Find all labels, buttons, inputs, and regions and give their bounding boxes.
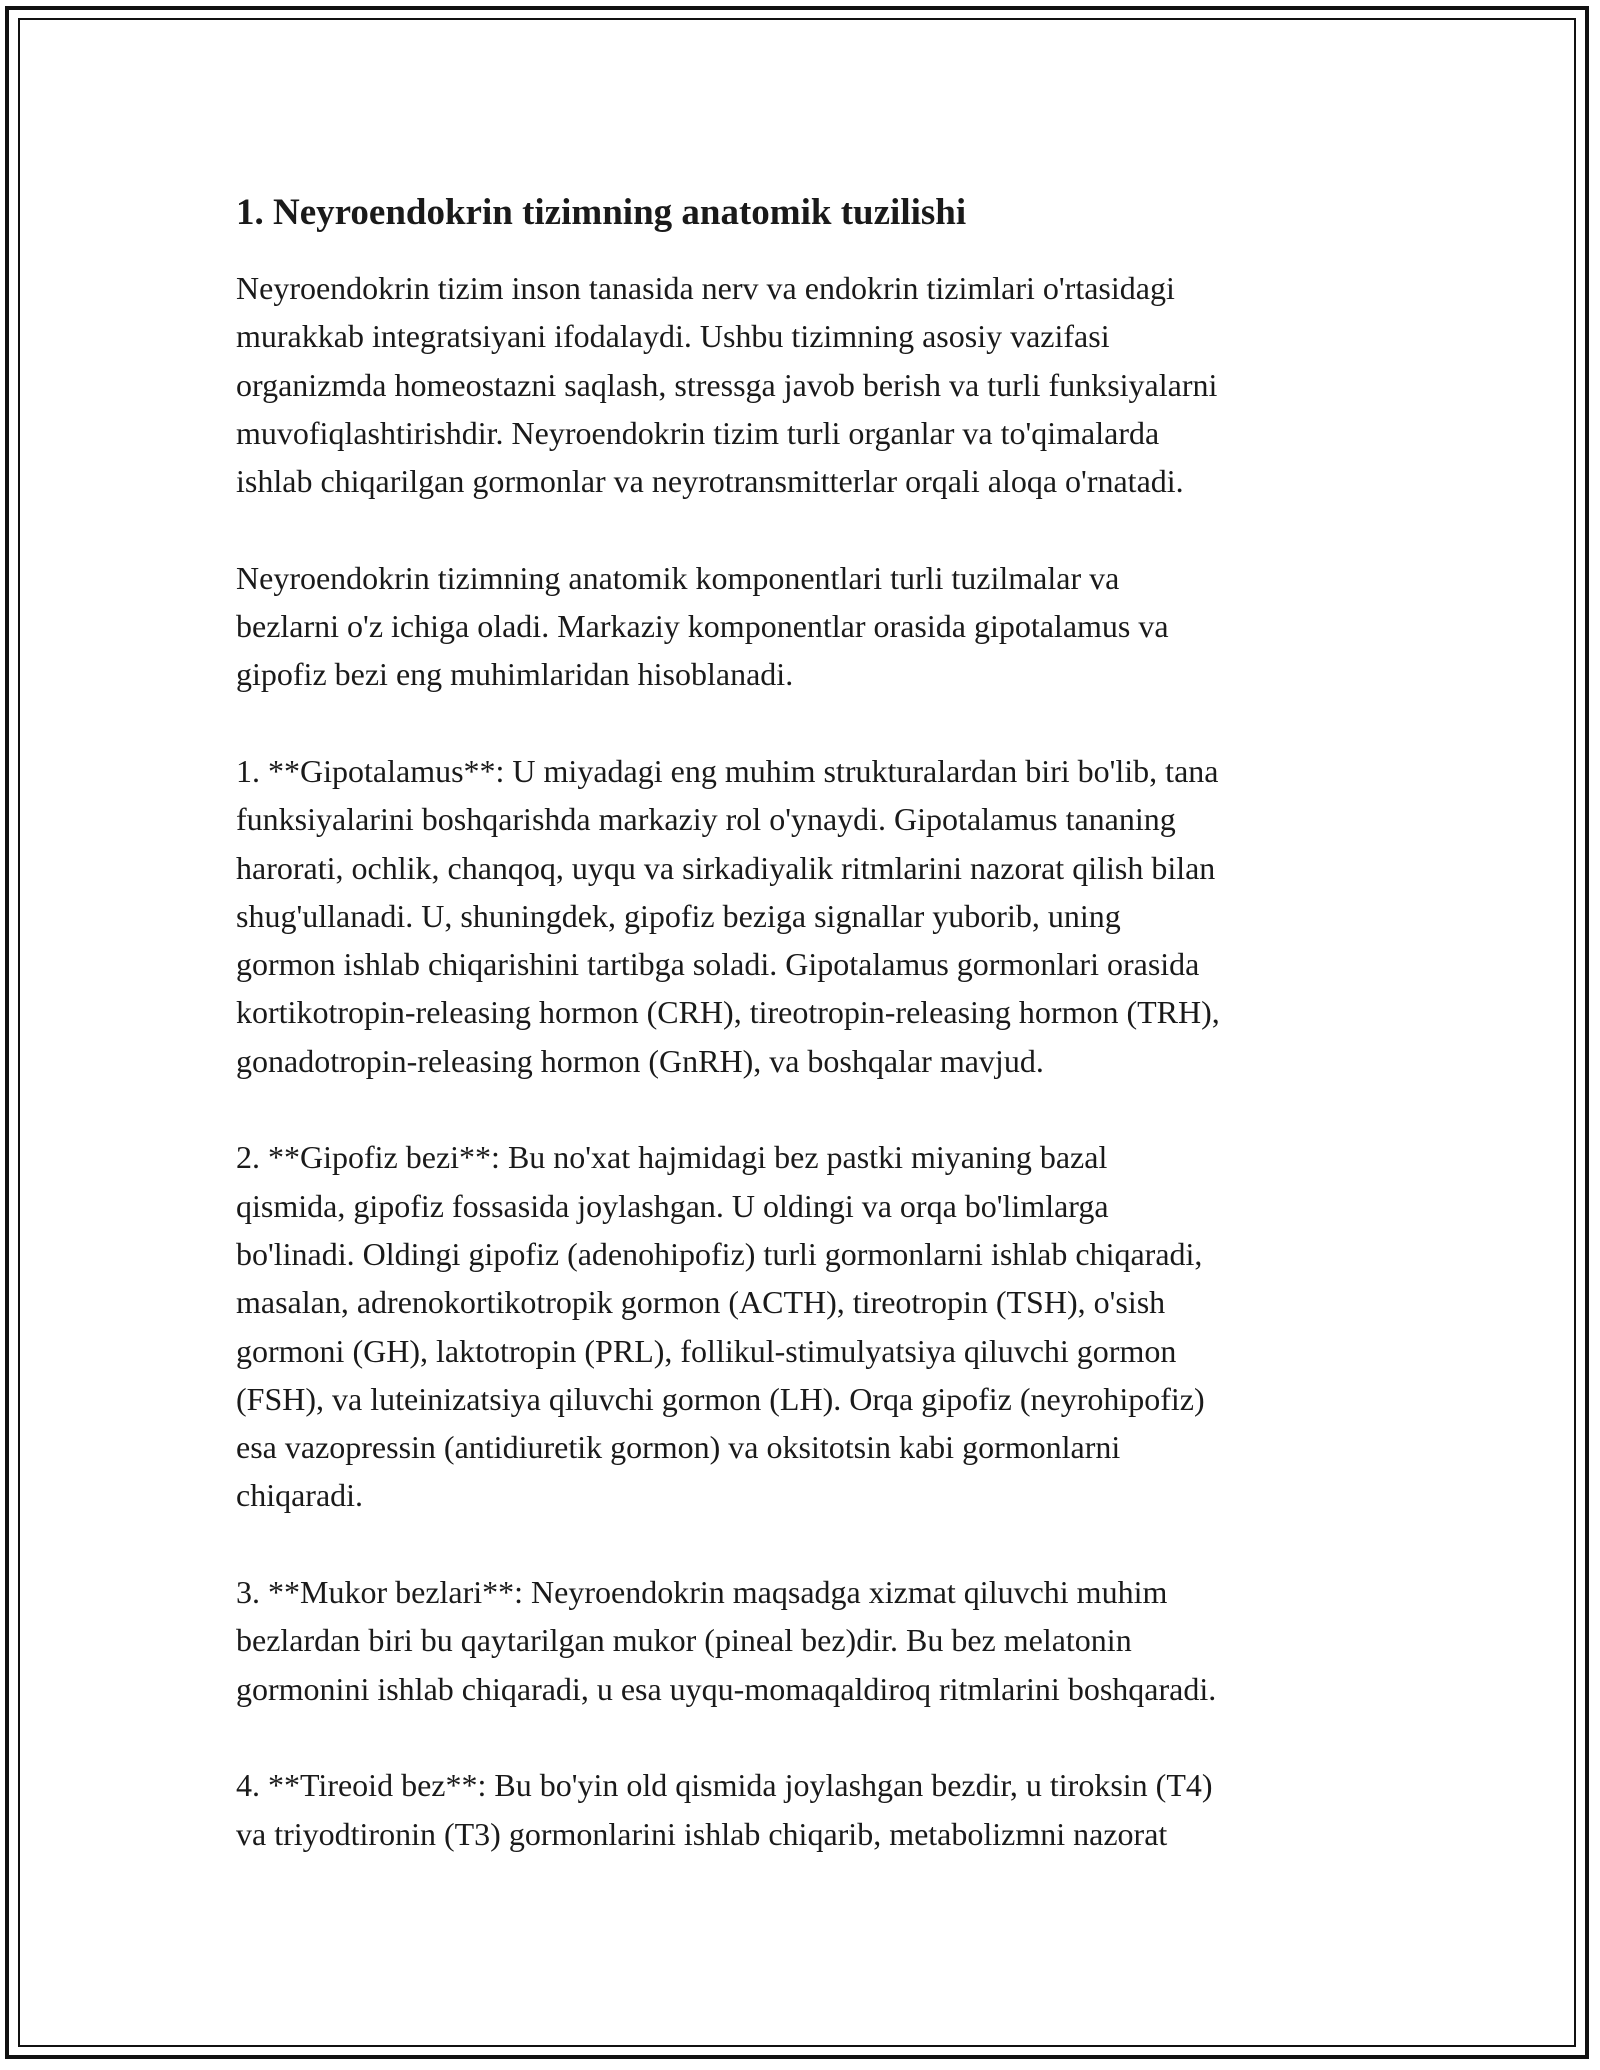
paragraph-pineal: 3. **Mukor bezlari**: Neyroendokrin maqsadga xizmat qiluvchi muhim bezlardan biri bu qaytarilgan mukor (pineal bez)dir. Bu bez melatonin gormonini ishlab chiqaradi, u esa uyqu-momaqaldiroq ritmlarini boshqaradi.	[236, 1574, 1217, 1707]
paragraph-pituitary: 2. **Gipofiz bezi**: Bu no'xat hajmidagi bez pastki miyaning bazal qismida, gipofiz fossasida joylashgan. U oldingi va orqa bo'limlarga bo'linadi. Oldingi gipofiz (adenohipofiz) turli gormonlarni ishlab chiqaradi, masalan, adrenokortikotropik gormon (ACTH), tireotropin (TSH), o'sish gormoni (GH), laktotropin (PRL), follikul-stimulyatsiya qiluvchi gormon (FSH), va luteinizatsiya qiluvchi gormon (LH). Orqa gipofiz (neyrohipofiz) esa vazopressin (antidiuretik gormon) va oksitotsin kabi gormonlarni chiqaradi.	[236, 1139, 1205, 1514]
paragraph-hypothalamus: 1. **Gipotalamus**: U miyadagi eng muhim strukturalardan biri bo'lib, tana funksiyalarini boshqarishda markaziy rol o'ynaydi. Gipotalamus tananing harorati, ochlik, chanqoq, uyqu va sirkadiyalik ritmlarini nazorat qilish bilan shug'ullanadi. U, shuningdek, gipofiz beziga signallar yuborib, uning gormon ishlab chiqarishini tartibga soladi. Gipotalamus gormonlari orasida kortikotropin-releasing hormon (CRH), tireotropin-releasing hormon (TRH), gonadotropin-releasing hormon (GnRH), va boshqalar mavjud.	[236, 752, 1220, 1079]
section-heading: 1. Neyroendokrin tizimning anatomik tuzilishi	[236, 192, 967, 233]
paragraph-components: Neyroendokrin tizimning anatomik komponentlari turli tuzilmalar va bezlarni o'z ichiga oladi. Markaziy komponentlar orasida gipotalamus va gipofiz bezi eng muhimlaridan hisoblanadi.	[236, 559, 1169, 693]
paragraph-intro: Neyroendokrin tizim inson tanasida nerv va endokrin tizimlari o'rtasidagi murakkab integratsiyani ifodalaydi. Ushbu tizimning asosiy vazifasi organizmda homeostazni saqlash, stressga javob berish va turli funksiyalarni muvofiqlashtirishdir. Neyroendokrin tizim turli organlar va to'qimalarda ishlab chiqarilgan gormonlar va neyrotransmitterlar orqali aloqa o'rnatadi.	[236, 270, 1218, 500]
document-page	[236, 186, 1376, 1906]
paragraph-thyroid: 4. **Tireoid bez**: Bu bo'yin old qismida joylashgan bezdir, u tiroksin (T4) va triyodtironin (T3) gormonlarini ishlab chiqarib, metabolizmni nazorat	[236, 1767, 1213, 1852]
